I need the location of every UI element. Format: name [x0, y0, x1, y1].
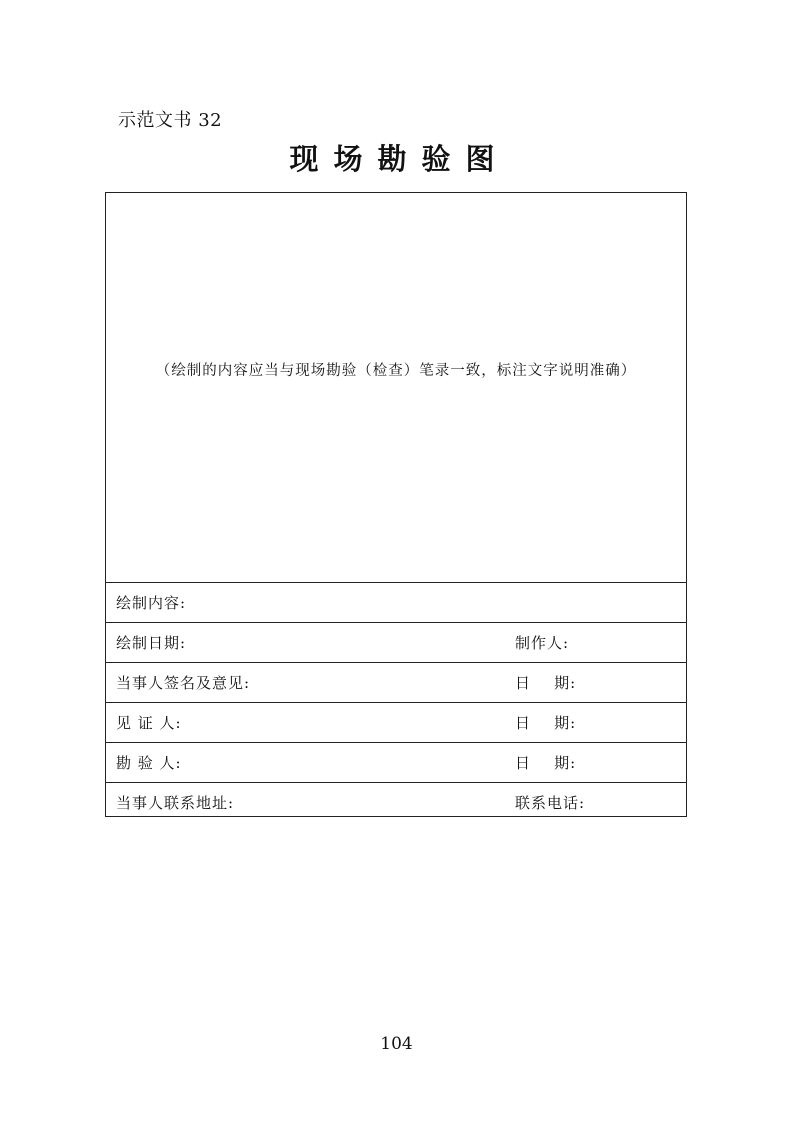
party-date-label: 日 期:	[515, 674, 577, 692]
inspector-date-label: 日 期:	[515, 754, 577, 772]
form-row-inspector	[106, 743, 686, 783]
party-address-label: 当事人联系地址:	[116, 794, 235, 812]
form-row-contact	[106, 783, 686, 823]
party-signature-label: 当事人签名及意见:	[116, 674, 251, 692]
form-row-witness	[106, 703, 686, 743]
contact-phone-label: 联系电话:	[515, 794, 586, 812]
inspector-label: 勘 验 人:	[116, 754, 182, 772]
form-row-party-signature	[106, 663, 686, 703]
drawing-note: （绘制的内容应当与现场勘验（检查）笔录一致，标注文字说明准确）	[155, 363, 637, 379]
drawing-area	[106, 193, 686, 583]
drawing-content-label: 绘制内容:	[116, 594, 187, 612]
maker-label: 制作人:	[515, 634, 570, 652]
form-row-content	[106, 583, 686, 623]
document-title: 现场勘验图	[289, 142, 510, 176]
document-label: 示范文书 32	[118, 110, 223, 131]
page-number: 104	[380, 1034, 413, 1054]
form-table	[105, 192, 687, 817]
form-row-date	[106, 623, 686, 663]
witness-label: 见 证 人:	[116, 714, 182, 732]
witness-date-label: 日 期:	[515, 714, 577, 732]
drawing-date-label: 绘制日期:	[116, 634, 187, 652]
